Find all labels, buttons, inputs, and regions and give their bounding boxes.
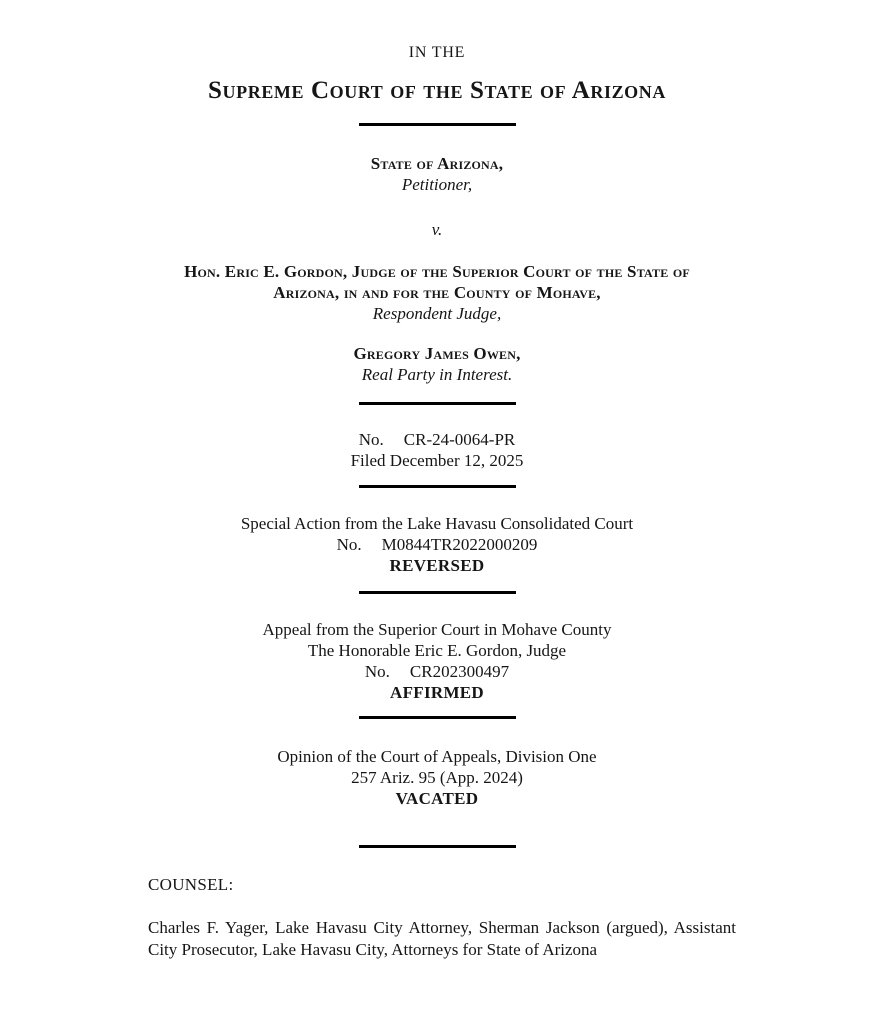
court-preamble: IN THE <box>408 44 466 61</box>
history-court-of-appeals <box>0 746 874 809</box>
disposition-vacated: VACATED <box>395 789 479 808</box>
history-special-action <box>0 513 874 576</box>
case-number-label: No. <box>358 430 384 449</box>
history-line: Appeal from the Superior Court in Mohave County <box>262 620 612 639</box>
history-line: Special Action from the Lake Havasu Consolidated Court <box>240 514 634 533</box>
section-divider <box>359 123 516 126</box>
petitioner-name: State of Arizona, <box>370 154 504 173</box>
respondent-name: Hon. Eric E. Gordon, Judge of the Superior Court of the State of Arizona, in and for the County of Mohave, <box>184 262 690 302</box>
disposition-affirmed: AFFIRMED <box>390 683 484 702</box>
history-line: Opinion of the Court of Appeals, Division One <box>277 747 597 766</box>
respondent-role: Respondent Judge, <box>372 304 502 323</box>
petitioner-block <box>0 153 874 195</box>
history-number: M0844TR2022000209 <box>381 535 538 554</box>
section-divider <box>359 716 516 719</box>
real-party-role: Real Party in Interest. <box>361 365 513 384</box>
versus-label: v. <box>431 220 443 239</box>
respondent-block <box>0 261 874 324</box>
section-divider <box>359 591 516 594</box>
section-divider <box>359 485 516 488</box>
section-divider <box>359 845 516 848</box>
history-number-line <box>0 534 874 555</box>
section-divider <box>359 402 516 405</box>
history-number: CR202300497 <box>409 662 510 681</box>
history-number-line <box>0 661 874 682</box>
disposition-reversed: REVERSED <box>389 556 485 575</box>
court-title: Supreme Court of the State of Arizona <box>208 77 666 104</box>
counsel-heading: COUNSEL: <box>148 875 234 894</box>
history-superior-court <box>0 619 874 703</box>
history-number-label: No. <box>336 535 362 554</box>
history-number-label: No. <box>364 662 390 681</box>
counsel-section <box>148 874 736 961</box>
history-line: The Honorable Eric E. Gordon, Judge <box>307 641 567 660</box>
case-number: CR-24-0064-PR <box>403 430 516 449</box>
counsel-entry: Charles F. Yager, Lake Havasu City Attorney, Sherman Jackson (argued), Assistant City Prosecutor, Lake Havasu City, Attorneys for State of Arizona <box>148 918 736 959</box>
history-line: 257 Ariz. 95 (App. 2024) <box>351 768 523 787</box>
filed-date: Filed December 12, 2025 <box>350 451 524 470</box>
case-number-line <box>0 429 874 450</box>
petitioner-role: Petitioner, <box>401 175 473 194</box>
filing-block <box>0 429 874 471</box>
real-party-block <box>0 343 874 385</box>
real-party-name: Gregory James Owen, <box>353 344 521 363</box>
